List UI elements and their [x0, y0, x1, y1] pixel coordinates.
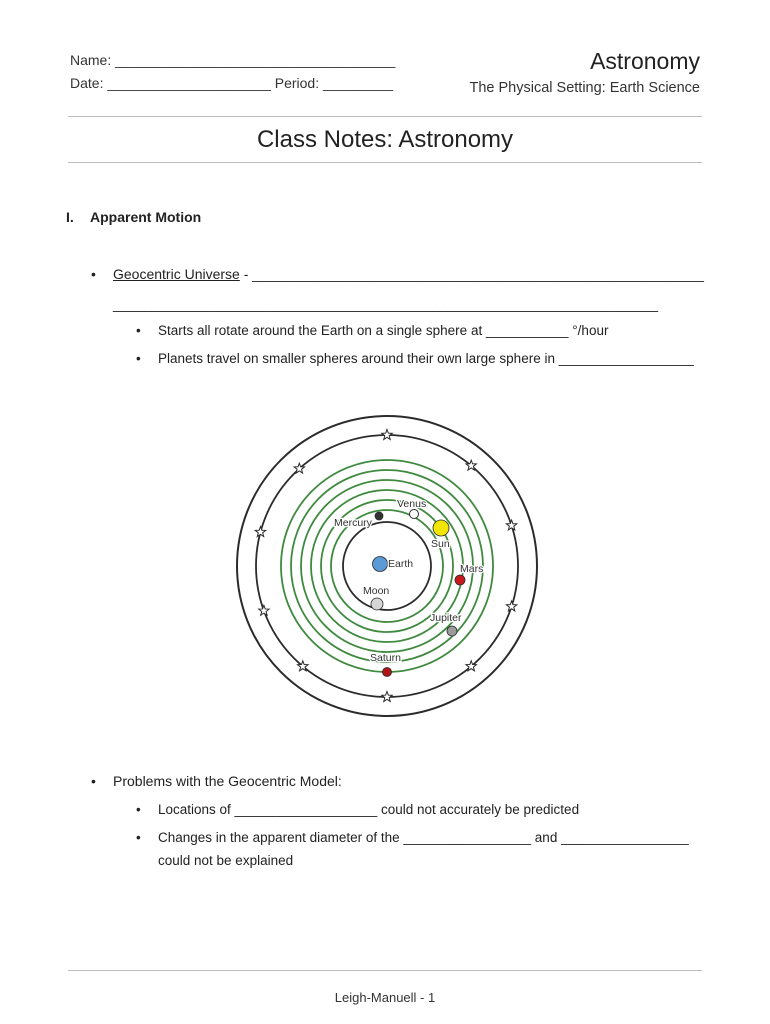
star-icon: [506, 601, 516, 611]
geocentric-point-1: • Starts all rotate around the Earth on a single sphere at ___________ °/hour: [158, 323, 608, 338]
jupiter-icon: [447, 626, 457, 636]
name-field[interactable]: Name: ____________________________________: [70, 52, 396, 68]
geocentric-blank-1[interactable]: __________________________________________________________: [252, 266, 704, 282]
geocentric-blank-2[interactable]: ______________________________________________________________________: [113, 296, 659, 312]
saturn-label: Saturn: [370, 652, 401, 664]
moon-icon: [371, 598, 383, 610]
date-period-field[interactable]: Date: _____________________ Period: _________: [70, 75, 394, 91]
page-footer: Leigh-Manuell - 1: [334, 990, 436, 1005]
geocentric-dash: -: [239, 266, 253, 282]
subject-title: Astronomy: [590, 48, 700, 74]
problems-point-1: • Locations of ___________________ could not accurately be predicted: [158, 802, 579, 817]
venus-icon: [410, 510, 419, 519]
mars-icon: [455, 575, 465, 585]
mercury-label: Mercury: [334, 517, 372, 529]
geocentric-point-2: • Planets travel on smaller spheres around their own large sphere in __________________: [158, 351, 694, 366]
geocentric-term: Geocentric Universe: [113, 266, 240, 282]
section-heading: Apparent Motion: [90, 209, 202, 225]
star-icon: [259, 605, 269, 615]
saturn-icon: [383, 668, 392, 677]
page-title: Class Notes: Astronomy: [256, 126, 514, 153]
problems-point-2: • Changes in the apparent diameter of the _________________ and _________________: [158, 830, 689, 845]
earth-label: Earth: [388, 558, 414, 570]
problems-point-2-continuation: could not be explained: [158, 853, 294, 868]
course-name: The Physical Setting: Earth Science: [469, 80, 700, 96]
sun-icon: [433, 520, 449, 536]
moon-label: Moon: [363, 585, 390, 597]
mercury-icon: [375, 512, 383, 520]
star-icon: [382, 692, 392, 702]
venus-label: Venus: [397, 498, 427, 510]
sun-label: Sun: [431, 538, 450, 550]
section-numeral: I.: [66, 209, 74, 225]
earth-icon: [373, 557, 388, 572]
jupiter-label: Jupiter: [430, 612, 462, 624]
footer-divider: [68, 970, 702, 971]
problems-heading: • Problems with the Geocentric Model:: [113, 773, 342, 789]
star-icon: [382, 430, 392, 440]
mars-label: Mars: [460, 563, 484, 575]
